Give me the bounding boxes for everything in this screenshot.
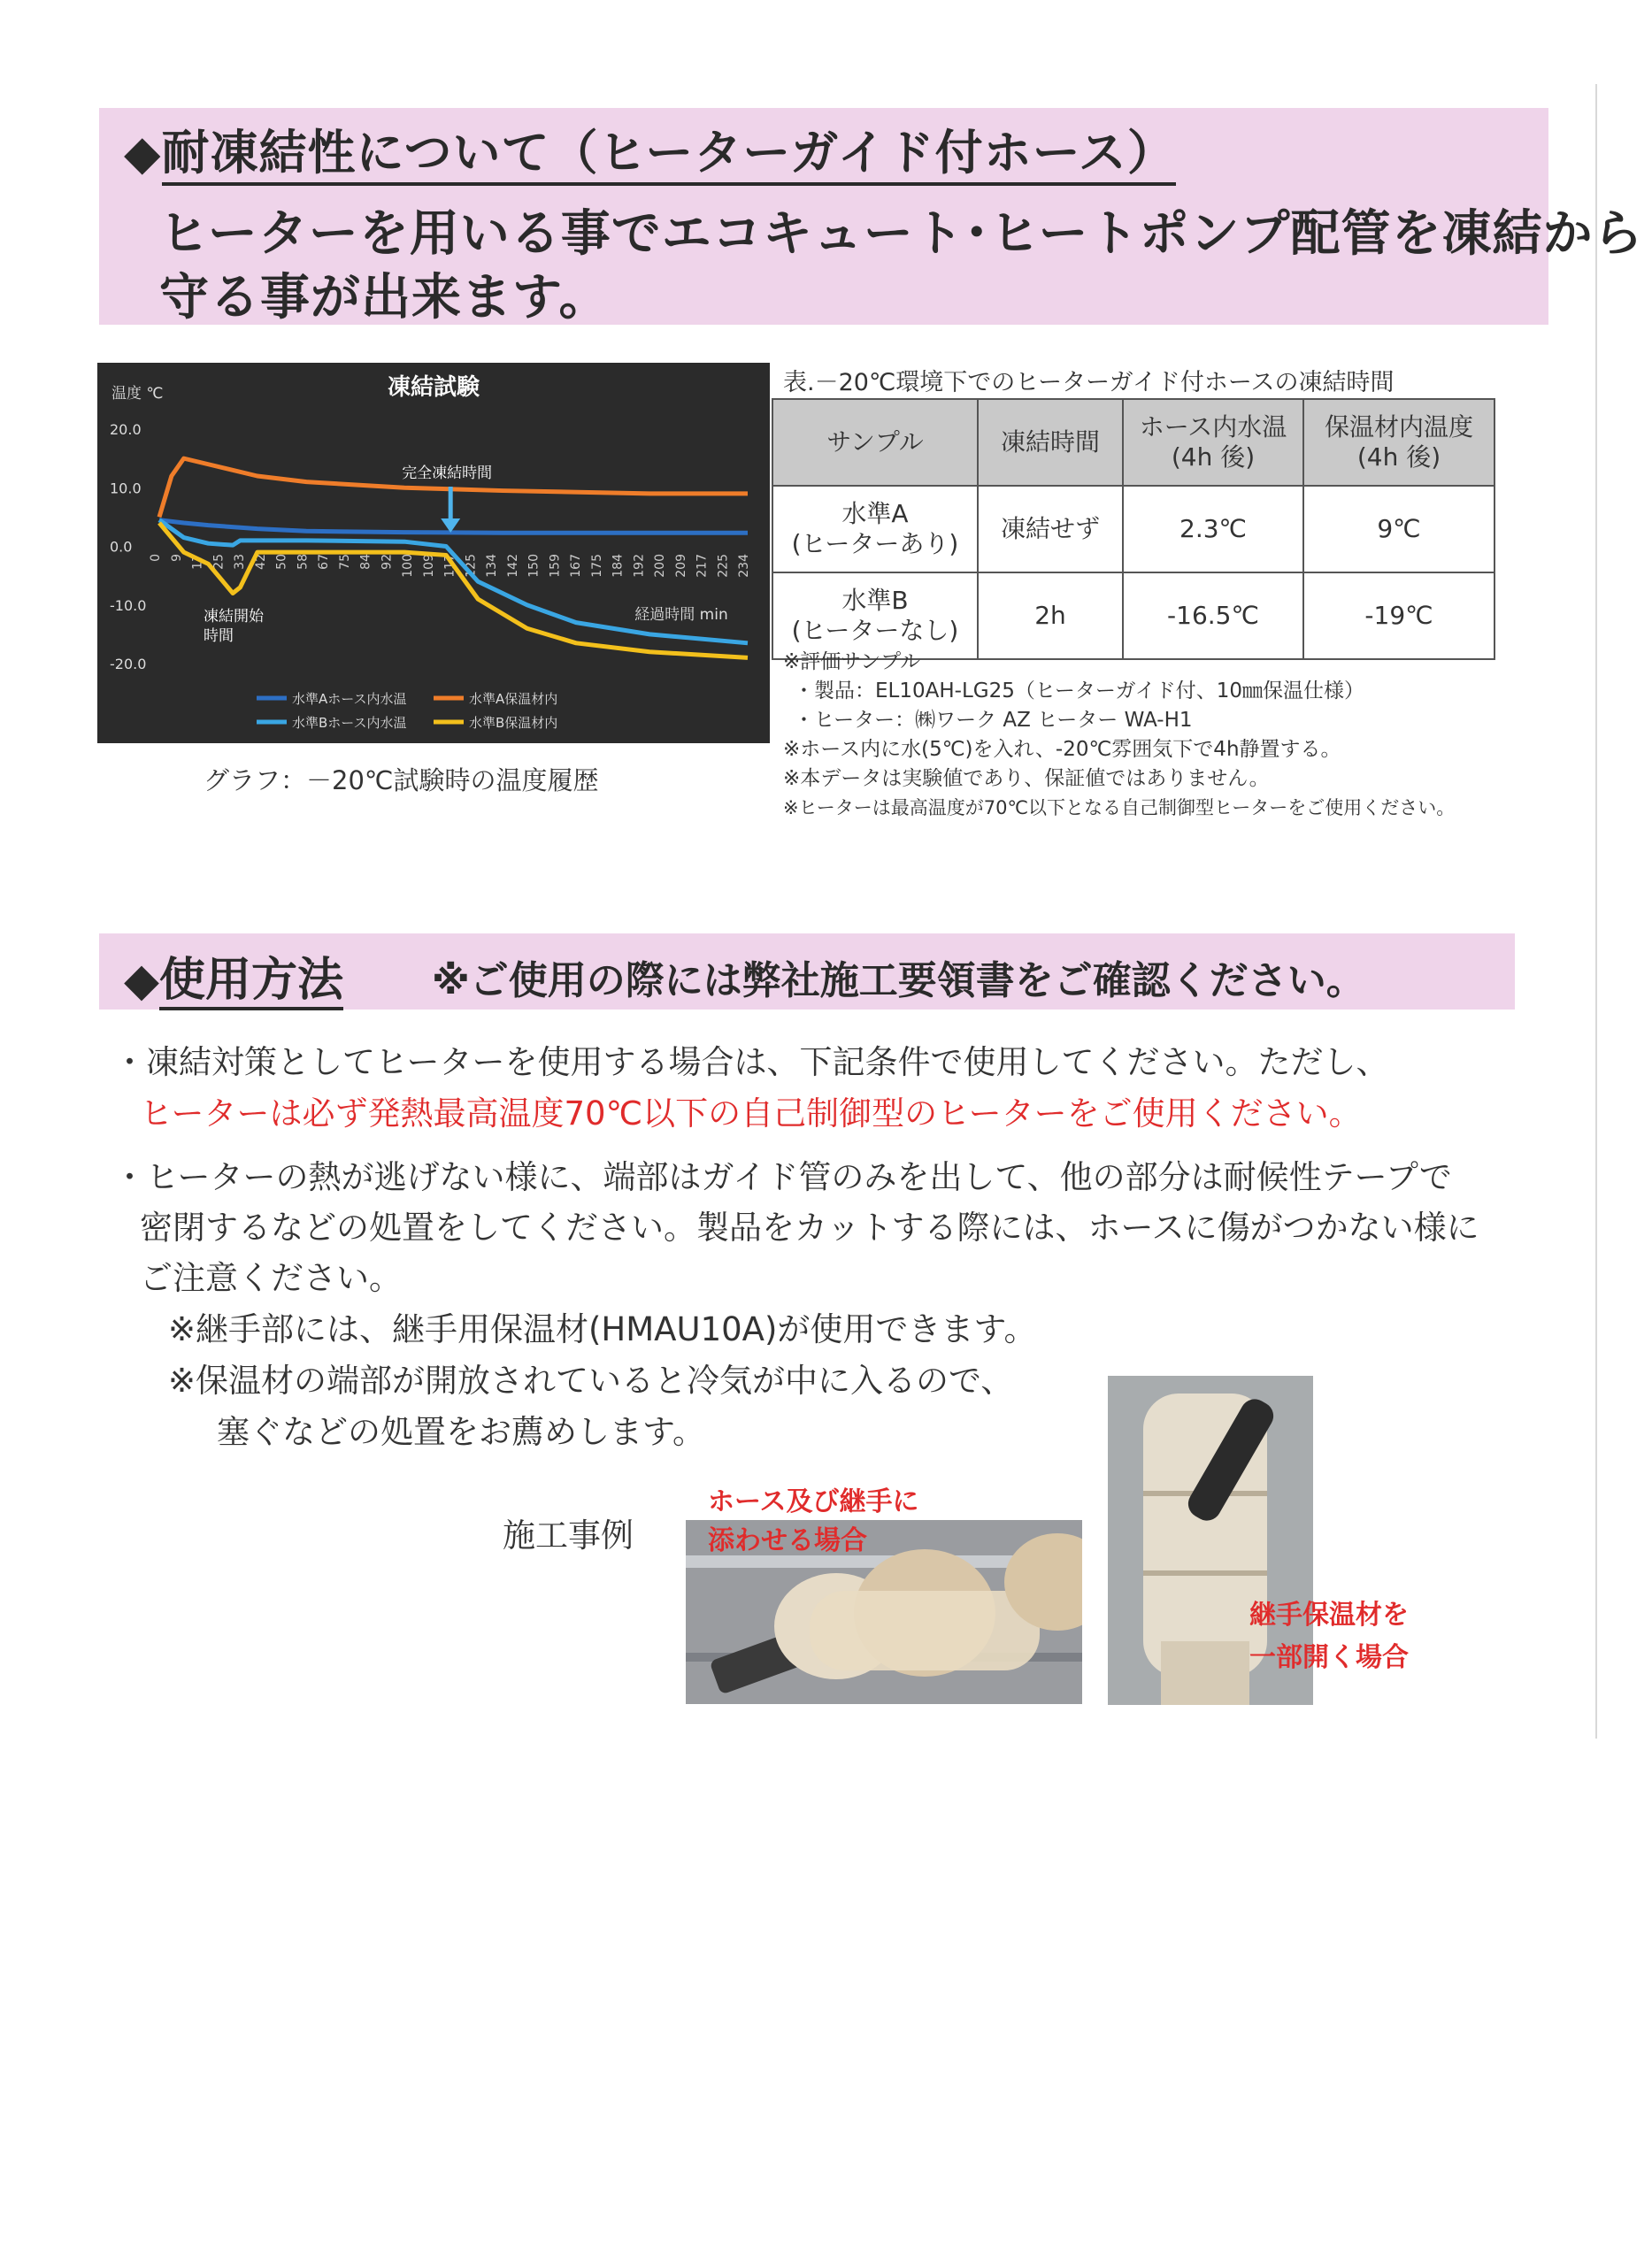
freeze-test-chart — [97, 363, 770, 743]
chart-xtick-label: 200 — [653, 554, 667, 578]
table-row — [772, 486, 1494, 572]
chart-xtick-label: 192 — [632, 554, 647, 578]
chart-xtick-label: 100 — [401, 554, 415, 578]
chart-ytick-label: 10.0 — [110, 480, 142, 497]
table-cell: 凍結せず — [978, 486, 1123, 572]
table-header-cell: 凍結時間 — [978, 399, 1123, 486]
chart-legend-label: 水準B保温材内 — [469, 715, 558, 731]
chart-xtick-label: 217 — [695, 554, 710, 578]
section2-note: ※ご使用の際には弊社施工要領書をご確認ください。 — [432, 958, 1365, 1003]
chart-ytick-label: -10.0 — [110, 596, 147, 614]
chart-xtick-label: 58 — [296, 554, 311, 570]
chart-xtick-label: 150 — [526, 554, 542, 578]
note-line: ・製品：EL10AH-LG25（ヒーターガイド付、10㎜保温仕様） — [794, 680, 1365, 703]
diamond-icon: ◆ — [124, 125, 162, 180]
chart-xtick-label: 50 — [274, 554, 289, 570]
note-line: ※本データは実験値であり、保証値ではありません。 — [783, 767, 1270, 790]
chart-title: 凍結試験 — [387, 374, 480, 401]
chart-svg — [97, 363, 770, 743]
chart-xtick-label: 125 — [464, 554, 479, 578]
section1-heading — [124, 115, 1176, 183]
chart-ytick-label: 0.0 — [110, 538, 133, 556]
chart-ylabel: 温度 ℃ — [111, 385, 164, 403]
chart-xtick-label: 33 — [233, 554, 247, 570]
photo1-label-line1: ホース及び継手に — [708, 1486, 919, 1517]
chart-xlabel: 経過時間 min — [634, 606, 728, 624]
section1-lead-line1: ヒーターを用いる事でエコキュート･ヒートポンプ配管を凍結から — [159, 205, 1644, 263]
section1-lead-line2: 守る事が出来ます。 — [159, 269, 610, 326]
chart-xtick-label: 225 — [716, 554, 731, 578]
table-caption: 表.－20℃環境下でのヒーターガイド付ホースの凍結時間 — [783, 369, 1395, 396]
chart-annotation-label: 完全凍結時間 — [402, 465, 493, 482]
chart-xtick-label: 134 — [485, 554, 499, 578]
chart-caption: グラフ：－20℃試験時の温度履歴 — [204, 765, 599, 795]
chart-legend-label: 水準Bホース内水温 — [292, 715, 407, 731]
chart-xtick-label: 234 — [737, 554, 751, 578]
table-row — [772, 572, 1494, 659]
section1-heading-text: 耐凍結性について（ヒーターガイド付ホース） — [162, 125, 1176, 186]
table-header-row — [772, 399, 1494, 486]
usage-p2-line3: ご注意ください。 — [140, 1259, 402, 1297]
chart-annotation-label: 時間 — [204, 627, 234, 645]
chart-legend-label: 水準Aホース内水温 — [292, 691, 407, 707]
chart-xtick-label: 67 — [317, 554, 331, 570]
photo2-label-line2: 一部開く場合 — [1249, 1642, 1409, 1673]
section2-heading — [124, 942, 343, 1009]
case-example-label: 施工事例 — [503, 1516, 634, 1555]
photo2-label-line1: 継手保温材を — [1249, 1600, 1409, 1631]
table-notes — [783, 648, 1455, 823]
chart-xtick-label: 117 — [442, 554, 457, 578]
chart-xtick-label: 9 — [169, 554, 184, 562]
table-cell: 2.3℃ — [1123, 486, 1303, 572]
chart-series-line — [159, 523, 748, 657]
usage-note1: ※継手部には、継手用保温材(HMAU10A)が使用できます。 — [168, 1310, 1037, 1348]
chart-xtick-label: 25 — [211, 554, 227, 570]
diamond-icon: ◆ — [124, 954, 159, 1007]
usage-note2-line2: 塞ぐなどの処置をお薦めします。 — [217, 1413, 706, 1451]
note-line: ※評価サンプル — [783, 650, 921, 673]
chart-xtick-label: 84 — [358, 554, 373, 570]
table-header-cell: 保温材内温度 (4h 後) — [1303, 399, 1494, 486]
chart-xtick-label: 92 — [380, 554, 395, 570]
table-cell: 2h — [978, 572, 1123, 659]
table-cell: 水準B (ヒーターなし) — [772, 572, 978, 659]
usage-p2-line1: ・ヒーターの熱が逃げない様に、端部はガイド管のみを出して、他の部分は耐候性テープで — [113, 1158, 1452, 1196]
usage-note2-line1: ※保温材の端部が開放されていると冷気が中に入るので、 — [168, 1362, 1014, 1400]
chart-xtick-label: 167 — [569, 554, 583, 578]
chart-xtick-label: 142 — [505, 554, 520, 578]
table-cell: 9℃ — [1303, 486, 1494, 572]
table-cell: -16.5℃ — [1123, 572, 1303, 659]
chart-xtick-label: 175 — [589, 554, 604, 578]
table-cell: -19℃ — [1303, 572, 1494, 659]
chart-ytick-label: -20.0 — [110, 656, 147, 672]
chart-xtick-label: 109 — [421, 554, 436, 578]
photo1-label-line2: 添わせる場合 — [708, 1525, 867, 1556]
freeze-time-table — [772, 398, 1495, 660]
usage-p1-warning: ヒーターは必ず発熱最高温度70℃以下の自己制御型のヒーターをご使用ください。 — [140, 1094, 1362, 1132]
chart-xtick-label: 17 — [190, 554, 205, 570]
table-header-cell: サンプル — [772, 399, 978, 486]
chart-xtick-label: 209 — [673, 554, 688, 578]
table-cell: 水準A (ヒーターあり) — [772, 486, 978, 572]
chart-xtick-label: 42 — [253, 554, 268, 570]
note-line: ※ヒーターは最高温度が70℃以下となる自己制御型ヒーターをご使用ください。 — [783, 797, 1456, 818]
section2-heading-text: 使用方法 — [159, 954, 343, 1010]
note-line: ・ヒーター：㈱ワーク AZ ヒーター WA-H1 — [794, 709, 1193, 732]
chart-legend-label: 水準A保温材内 — [469, 691, 558, 707]
chart-ytick-label: 20.0 — [110, 421, 142, 438]
usage-p1: ・凍結対策としてヒーターを使用する場合は、下記条件で使用してください。ただし、 — [113, 1043, 1389, 1081]
chart-xtick-label: 75 — [337, 554, 352, 570]
chart-xtick-label: 0 — [149, 554, 163, 562]
chart-annotation-label: 凍結開始 — [204, 608, 264, 626]
page-edge-line — [1595, 84, 1597, 1739]
chart-xtick-label: 184 — [611, 554, 626, 578]
table-header-cell: ホース内水温 (4h 後) — [1123, 399, 1303, 486]
note-line: ※ホース内に水(5℃)を入れ、-20℃雰囲気下で4h静置する。 — [783, 738, 1341, 761]
usage-p2-line2: 密閉するなどの処置をしてください。製品をカットする際には、ホースに傷がつかない様に — [140, 1209, 1479, 1247]
chart-xtick-label: 159 — [548, 554, 563, 578]
